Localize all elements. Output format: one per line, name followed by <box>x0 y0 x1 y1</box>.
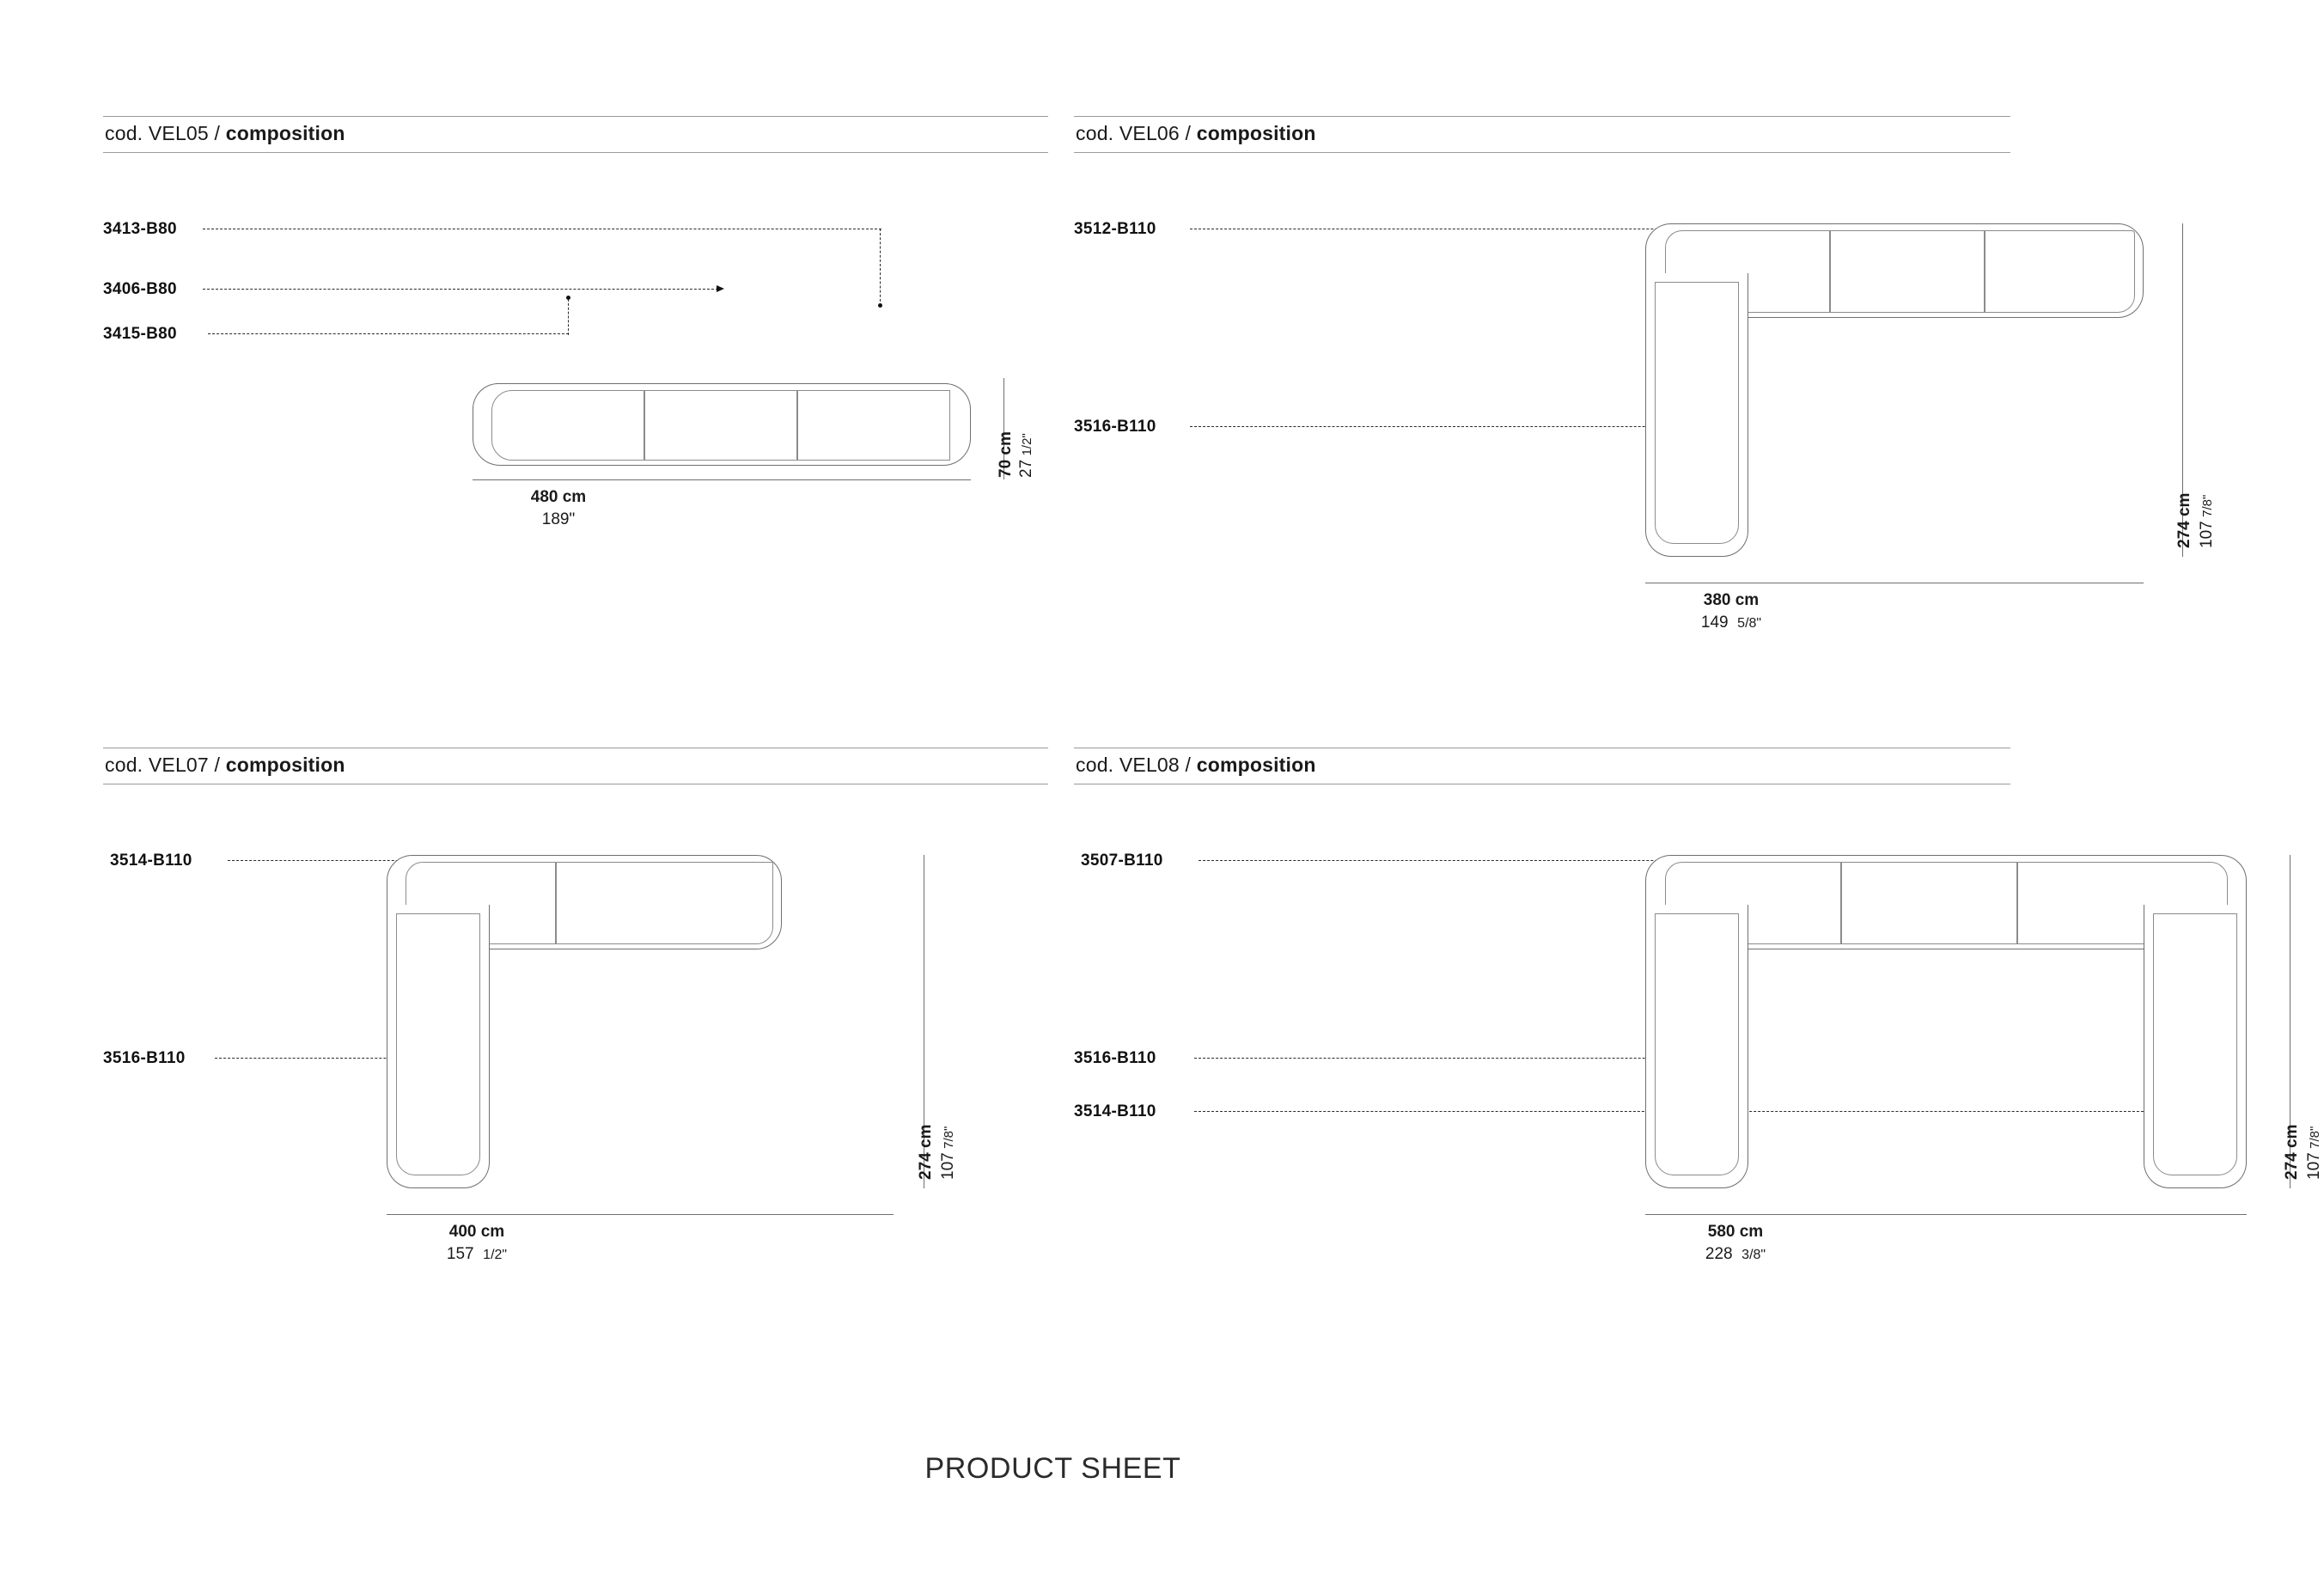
width-in-whole-vel06: 149 <box>1700 613 1729 632</box>
callout-3413-b80: 3413-B80 <box>103 220 177 238</box>
depth-dim-label-in-vel06 <box>2198 495 2217 548</box>
cushion-chaise-vel07 <box>396 913 480 1175</box>
depth-cm-vel07: 274 cm <box>917 1124 935 1180</box>
panel-vel05-composition-label: composition <box>225 122 345 144</box>
width-cm-vel05: 480 cm <box>530 488 587 506</box>
panel-vel06 <box>1074 116 2216 634</box>
cushion-mid-vel06 <box>1830 230 1985 313</box>
panel-vel05 <box>103 116 1048 528</box>
callout-3516-b110-vel08: 3516-B110 <box>1074 1049 1156 1067</box>
depth-dim-label-vel07 <box>917 1125 936 1180</box>
panel-vel07-composition-label: composition <box>225 754 345 776</box>
leader-3516-b110-vel06 <box>1190 426 1723 427</box>
panel-vel06-code: cod. VEL06 / <box>1076 122 1197 144</box>
width-dim-label-vel08 <box>1581 1221 1890 1265</box>
width-in-frac-vel08: 3/8" <box>1741 1247 1766 1262</box>
width-dim-label-vel05 <box>404 486 713 530</box>
page-title: PRODUCT SHEET <box>924 1452 1181 1485</box>
callout-3514-b110-vel07: 3514-B110 <box>110 852 192 870</box>
depth-dim-label-vel05 <box>997 431 1016 478</box>
width-in-vel06 <box>1577 612 1886 634</box>
leader-3406-b80-arrow <box>717 285 724 292</box>
panel-vel08 <box>1074 748 2323 1266</box>
panel-vel07-drawing <box>103 784 1048 1266</box>
panel-vel05-drawing <box>103 153 1048 528</box>
panel-vel07 <box>103 748 1048 1266</box>
cushion-end-vel07 <box>556 862 773 944</box>
leader-3406-b80 <box>203 289 718 290</box>
width-cm-vel08: 580 cm <box>1707 1223 1764 1241</box>
callout-3507-b110: 3507-B110 <box>1081 852 1163 870</box>
panel-vel08-code: cod. VEL08 / <box>1076 754 1197 776</box>
panel-vel05-code: cod. VEL05 / <box>105 122 226 144</box>
callout-3512-b110: 3512-B110 <box>1074 220 1156 238</box>
depth-in-frac-vel06: 7/8" <box>2200 494 2215 517</box>
cushion-chaise-vel06 <box>1655 282 1739 544</box>
cushion-middle-vel05 <box>644 390 797 461</box>
depth-in-frac-vel08: 7/8" <box>2308 1126 2322 1149</box>
width-dim-label-vel07 <box>322 1221 631 1265</box>
leader-3413-b80-vertical <box>880 229 881 306</box>
width-dim-line-vel05 <box>473 479 971 480</box>
width-in-vel08 <box>1581 1243 1890 1266</box>
width-in-frac-vel06: 5/8" <box>1737 615 1762 631</box>
callout-3516-b110-vel06: 3516-B110 <box>1074 418 1156 436</box>
cushion-left-chaise-vel08 <box>1655 913 1739 1175</box>
panel-vel06-drawing <box>1074 153 2216 634</box>
width-cm-vel07: 400 cm <box>448 1223 505 1241</box>
width-in-whole-vel07: 157 <box>446 1244 474 1263</box>
width-in-whole-vel08: 228 <box>1705 1244 1733 1263</box>
callout-3514-b110-vel08: 3514-B110 <box>1074 1102 1156 1120</box>
width-dim-label-vel06 <box>1577 589 1886 633</box>
depth-in-frac-vel05: 1/2" <box>1020 433 1034 456</box>
cushion-right-chaise-vel08 <box>2153 913 2237 1175</box>
depth-in-whole-vel05: 27 <box>1017 459 1035 478</box>
width-in-vel05: 189" <box>541 510 576 528</box>
leader-3413-b80-endpoint <box>878 303 882 308</box>
depth-dim-label-in-vel08 <box>2305 1126 2324 1180</box>
width-in-vel07 <box>322 1243 631 1266</box>
panel-vel07-code: cod. VEL07 / <box>105 754 226 776</box>
leader-3415-b80-vertical <box>568 299 569 335</box>
depth-cm-vel08: 274 cm <box>2283 1124 2301 1180</box>
width-dim-line-vel07 <box>387 1214 894 1215</box>
panel-vel06-composition-label: composition <box>1196 122 1316 144</box>
cushion-mid-vel08 <box>1841 862 2017 944</box>
panel-vel08-composition-label: composition <box>1196 754 1316 776</box>
callout-3406-b80: 3406-B80 <box>103 280 177 298</box>
panel-vel06-header <box>1074 116 2010 153</box>
panel-vel07-header <box>103 748 1048 784</box>
leader-3415-b80-endpoint <box>566 296 570 300</box>
leader-3415-b80 <box>208 333 569 334</box>
depth-cm-vel06: 274 cm <box>2175 492 2193 548</box>
cushion-left-vel05 <box>491 390 644 461</box>
width-in-frac-vel07: 1/2" <box>483 1247 508 1262</box>
depth-in-whole-vel07: 107 <box>939 1152 957 1180</box>
depth-dim-label-in-vel05 <box>1017 433 1036 478</box>
cushion-right-vel05 <box>797 390 950 461</box>
depth-dim-label-in-vel07 <box>939 1126 958 1180</box>
width-cm-vel06: 380 cm <box>1703 591 1760 609</box>
depth-in-whole-vel08: 107 <box>2305 1152 2323 1180</box>
callout-3516-b110-vel07: 3516-B110 <box>103 1049 186 1067</box>
depth-in-frac-vel07: 7/8" <box>942 1126 956 1149</box>
panel-vel08-header <box>1074 748 2010 784</box>
depth-cm-vel05: 70 cm <box>997 431 1015 478</box>
panel-vel08-drawing <box>1074 784 2323 1266</box>
depth-dim-label-vel06 <box>2175 493 2194 548</box>
panel-vel05-header <box>103 116 1048 153</box>
callout-3415-b80: 3415-B80 <box>103 325 177 343</box>
depth-dim-label-vel08 <box>2283 1125 2302 1180</box>
depth-in-whole-vel06: 107 <box>2198 521 2216 548</box>
cushion-end-vel06 <box>1985 230 2135 313</box>
width-dim-line-vel08 <box>1645 1214 2247 1215</box>
